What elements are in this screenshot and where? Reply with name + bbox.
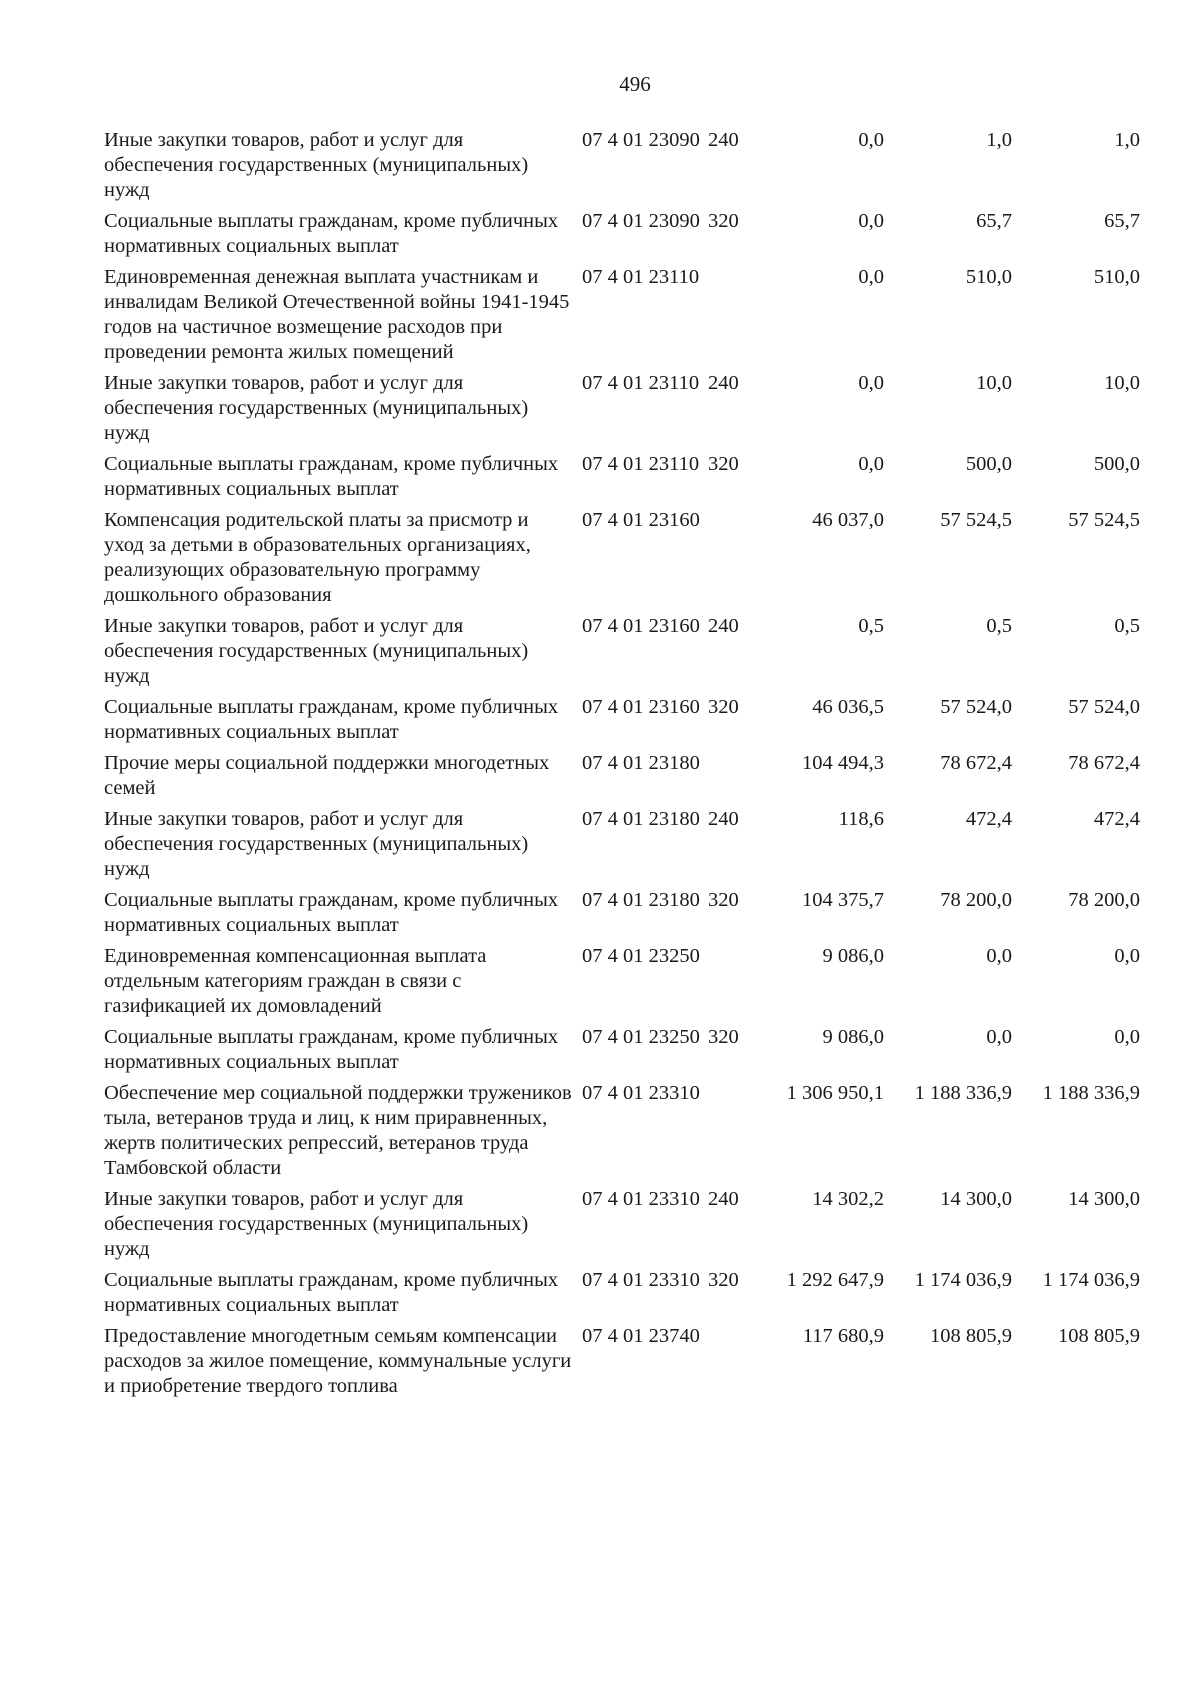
- row-value-year-2: 1 188 336,9: [914, 1082, 1012, 1104]
- row-value-year-3: 500,0: [1093, 453, 1140, 475]
- row-value-year-3: 65,7: [1104, 210, 1140, 232]
- row-name: Социальные выплаты гражданам, кроме публичных нормативных социальных выплат: [104, 889, 559, 936]
- row-code: 07 4 01 23110: [582, 266, 700, 288]
- row-value-year-2: 510,0: [965, 266, 1012, 288]
- row-expense-type: 240: [708, 615, 739, 637]
- row-name: Единовременная денежная выплата участникам и инвалидам Великой Отечественной войны 1941-1945 годов на частичное возмещение расходов при проведении ремонта жилых помещений: [104, 266, 570, 363]
- row-value-year-1: 118,6: [838, 808, 884, 830]
- table-row: [104, 1324, 1186, 1399]
- row-name: Компенсация родительской платы за присмотр и уход за детьми в образовательных организациях, реализующих образовательную программу дошкольного образования: [104, 509, 531, 606]
- table-row: [104, 508, 1186, 608]
- row-value-year-1: 104 375,7: [802, 889, 884, 911]
- row-value-year-1: 9 086,0: [822, 1026, 884, 1048]
- row-code: 07 4 01 23090: [582, 210, 700, 232]
- row-value-year-1: 0,0: [858, 129, 884, 151]
- row-value-year-2: 0,0: [986, 1026, 1012, 1048]
- row-value-year-1: 0,0: [858, 266, 884, 288]
- row-name: Иные закупки товаров, работ и услуг для обеспечения государственных (муниципальных) нужд: [104, 808, 529, 880]
- row-value-year-3: 1 174 036,9: [1042, 1269, 1140, 1291]
- row-code: 07 4 01 23310: [582, 1269, 700, 1291]
- row-name: Прочие меры социальной поддержки многодетных семей: [104, 752, 550, 799]
- table-row: [104, 807, 1186, 882]
- table-row: [104, 888, 1186, 938]
- row-code: 07 4 01 23250: [582, 1026, 700, 1048]
- row-name: Иные закупки товаров, работ и услуг для обеспечения государственных (муниципальных) нужд: [104, 615, 529, 687]
- row-value-year-3: 0,5: [1114, 615, 1140, 637]
- row-value-year-2: 57 524,0: [940, 696, 1012, 718]
- row-name: Единовременная компенсационная выплата отдельным категориям граждан в связи с газификацией их домовладений: [104, 945, 487, 1017]
- row-value-year-1: 1 292 647,9: [786, 1269, 884, 1291]
- row-code: 07 4 01 23110: [582, 372, 700, 394]
- budget-table: [104, 128, 1186, 1405]
- row-code: 07 4 01 23310: [582, 1188, 700, 1210]
- row-expense-type: 320: [708, 1026, 739, 1048]
- row-expense-type: 320: [708, 696, 739, 718]
- row-code: 07 4 01 23740: [582, 1325, 700, 1347]
- row-value-year-2: 78 672,4: [940, 752, 1012, 774]
- row-code: 07 4 01 23090: [582, 129, 700, 151]
- row-value-year-3: 57 524,0: [1068, 696, 1140, 718]
- row-value-year-2: 500,0: [965, 453, 1012, 475]
- page-number: 496: [619, 72, 651, 96]
- row-value-year-1: 9 086,0: [822, 945, 884, 967]
- table-row: [104, 209, 1186, 259]
- row-name: Иные закупки товаров, работ и услуг для обеспечения государственных (муниципальных) нужд: [104, 129, 529, 201]
- table-row: [104, 614, 1186, 689]
- table-row: [104, 1187, 1186, 1262]
- row-value-year-1: 0,0: [858, 372, 884, 394]
- table-row: [104, 695, 1186, 745]
- table-row: [104, 1268, 1186, 1318]
- row-value-year-2: 14 300,0: [940, 1188, 1012, 1210]
- row-expense-type: 240: [708, 808, 739, 830]
- row-value-year-3: 1,0: [1114, 129, 1140, 151]
- row-name: Социальные выплаты гражданам, кроме публичных нормативных социальных выплат: [104, 1269, 559, 1316]
- row-code: 07 4 01 23310: [582, 1082, 700, 1104]
- row-code: 07 4 01 23180: [582, 889, 700, 911]
- row-code: 07 4 01 23110: [582, 453, 700, 475]
- row-name: Предоставление многодетным семьям компенсации расходов за жилое помещение, коммунальные услуги и приобретение твердого топлива: [104, 1325, 572, 1397]
- row-expense-type: 320: [708, 453, 739, 475]
- table-row: [104, 751, 1186, 801]
- row-value-year-3: 10,0: [1104, 372, 1140, 394]
- row-value-year-3: 1 188 336,9: [1042, 1082, 1140, 1104]
- row-value-year-2: 0,5: [986, 615, 1012, 637]
- row-value-year-1: 46 036,5: [812, 696, 884, 718]
- row-code: 07 4 01 23160: [582, 615, 700, 637]
- row-value-year-3: 78 200,0: [1068, 889, 1140, 911]
- table-row: [104, 452, 1186, 502]
- row-value-year-3: 14 300,0: [1068, 1188, 1140, 1210]
- row-code: 07 4 01 23160: [582, 509, 700, 531]
- row-name: Иные закупки товаров, работ и услуг для обеспечения государственных (муниципальных) нужд: [104, 372, 529, 444]
- row-value-year-2: 65,7: [976, 210, 1012, 232]
- table-row: [104, 128, 1186, 203]
- row-code: 07 4 01 23250: [582, 945, 700, 967]
- row-value-year-3: 108 805,9: [1058, 1325, 1140, 1347]
- row-code: 07 4 01 23180: [582, 808, 700, 830]
- row-expense-type: 320: [708, 1269, 739, 1291]
- table-row: [104, 371, 1186, 446]
- row-value-year-2: 57 524,5: [940, 509, 1012, 531]
- row-value-year-1: 0,5: [858, 615, 884, 637]
- row-value-year-1: 46 037,0: [812, 509, 884, 531]
- row-value-year-3: 57 524,5: [1068, 509, 1140, 531]
- row-value-year-3: 0,0: [1114, 1026, 1140, 1048]
- row-value-year-3: 472,4: [1093, 808, 1140, 830]
- row-value-year-2: 108 805,9: [930, 1325, 1012, 1347]
- row-name: Социальные выплаты гражданам, кроме публичных нормативных социальных выплат: [104, 1026, 559, 1073]
- table-row: [104, 1025, 1186, 1075]
- row-value-year-2: 10,0: [976, 372, 1012, 394]
- row-value-year-2: 1 174 036,9: [914, 1269, 1012, 1291]
- row-value-year-3: 78 672,4: [1068, 752, 1140, 774]
- row-value-year-2: 472,4: [965, 808, 1012, 830]
- row-value-year-1: 117 680,9: [802, 1325, 884, 1347]
- row-name: Социальные выплаты гражданам, кроме публичных нормативных социальных выплат: [104, 453, 559, 500]
- row-value-year-2: 1,0: [986, 129, 1012, 151]
- row-value-year-3: 510,0: [1093, 266, 1140, 288]
- table-row: [104, 265, 1186, 365]
- row-name: Социальные выплаты гражданам, кроме публичных нормативных социальных выплат: [104, 210, 559, 257]
- row-value-year-1: 1 306 950,1: [786, 1082, 884, 1104]
- table-row: [104, 944, 1186, 1019]
- row-value-year-1: 104 494,3: [802, 752, 884, 774]
- row-value-year-1: 0,0: [858, 453, 884, 475]
- row-value-year-2: 0,0: [986, 945, 1012, 967]
- row-code: 07 4 01 23160: [582, 696, 700, 718]
- row-expense-type: 240: [708, 1188, 739, 1210]
- row-value-year-2: 78 200,0: [940, 889, 1012, 911]
- row-expense-type: 320: [708, 210, 739, 232]
- row-value-year-3: 0,0: [1114, 945, 1140, 967]
- row-name: Обеспечение мер социальной поддержки тружеников тыла, ветеранов труда и лиц, к ним приравненных, жертв политических репрессий, ветеранов труда Тамбовской области: [104, 1082, 572, 1179]
- row-code: 07 4 01 23180: [582, 752, 700, 774]
- row-name: Социальные выплаты гражданам, кроме публичных нормативных социальных выплат: [104, 696, 559, 743]
- table-row: [104, 1081, 1186, 1181]
- row-value-year-1: 14 302,2: [812, 1188, 884, 1210]
- row-value-year-1: 0,0: [858, 210, 884, 232]
- row-expense-type: 320: [708, 889, 739, 911]
- row-name: Иные закупки товаров, работ и услуг для обеспечения государственных (муниципальных) нужд: [104, 1188, 529, 1260]
- row-expense-type: 240: [708, 129, 739, 151]
- row-expense-type: 240: [708, 372, 739, 394]
